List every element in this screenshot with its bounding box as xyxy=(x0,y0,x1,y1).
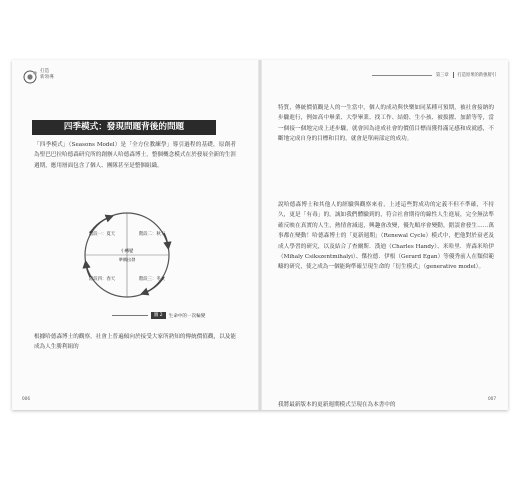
book-spread xyxy=(12,60,508,410)
logo-line-2: 新領導 xyxy=(40,75,54,80)
right-paragraph-2: 說哈德森博士和其他人的經驗與觀察來看，上述這些對成功的定義不但不準確，不持久，更是「有毒」的，誠如我們體驗到的，符合社會期待的線性人生進展，完全無法準確反映在真實的人生，熱情會減退，興趣會改變，優先順序會變動，錯誤會發生……萬事都在變動！哈德森博士的「更新週期」（Renewal Cycle）模式中，把他對於衰老及成人學習的研究，以及結合了查爾斯．漢迪（Charles Handy）、米哈里．齊森米哈伊（Mihaly Csikszentmihalyi）、傑拉德．伊根（Gerard Egan）等優秀前人在類似範疇的研究，使之成為一個能夠準確呈現生命的「衍生模式」（generative model）。 xyxy=(278,202,494,271)
quadrant-label-3: 階段三：冬天 xyxy=(138,277,166,282)
running-head xyxy=(372,72,496,78)
caption-rule xyxy=(112,315,148,316)
right-paragraph-3: 我將最新版本的更新週期模式呈現在為本書中的 xyxy=(278,402,396,408)
running-head-rule xyxy=(372,75,432,76)
cycle-arrow-icon xyxy=(86,264,90,277)
logo-line-1: 打造 xyxy=(40,69,50,74)
left-page-number: 006 xyxy=(22,396,30,401)
center-label-bottom: 準備出發 xyxy=(118,257,136,262)
book-logo-text xyxy=(40,69,54,81)
four-seasons-diagram xyxy=(52,210,202,300)
right-paragraph-1: 特質，傳統價值觀是人的一生當中，個人的成功與快樂如同某種可預期，被社會接納的步驟進行，例如高中畢業、大學畢業、找工作、結婚、生小孩、被拔擢、加薪等等，當一個接一個地完成上述步驟，就會因為達成社會的價值目標而獲得滿足感和成就感，不斷地完成自身的目標和目的，就會是單兩部定的成功。 xyxy=(278,105,494,143)
center-label-top: 小轉變 xyxy=(120,248,134,253)
left-page xyxy=(12,60,260,410)
right-page xyxy=(260,60,508,410)
left-paragraph-1: 「四季模式」（Seasons Model）是「全方位教練學」導引過程的基礎，原創者為聖巴巴拉哈德森研究所的創辦人哈德森博士，整個概念模式在於發展全新的生涯週期，應用層面包含了個人、團隊甚至是整個組織。 xyxy=(34,142,236,169)
section-title: 四季模式：發現問題背後的問題 xyxy=(32,120,216,135)
running-head-title: 打造原果的新強層引 xyxy=(457,73,496,78)
running-head-chapter: 第三章 xyxy=(435,73,449,78)
running-head-divider xyxy=(453,72,454,78)
quadrant-label-4: 階段四：春天 xyxy=(88,277,116,282)
caption-text: 生命中的一次輪變 xyxy=(168,313,206,319)
quadrant-label-2: 階段二：秋天 xyxy=(138,232,166,237)
figure-caption xyxy=(112,312,205,319)
quadrant-label-1: 階段一：夏天 xyxy=(88,232,116,237)
right-page-number: 007 xyxy=(488,396,496,401)
left-paragraph-2: 根據哈德森博士的觀察，社會上普遍傾向於接受大家所熟知的傳統價值觀，以及能成為人生勝利組的 xyxy=(34,334,236,351)
caption-label: 圖 2 xyxy=(151,312,166,319)
book-logo-icon xyxy=(22,68,40,86)
